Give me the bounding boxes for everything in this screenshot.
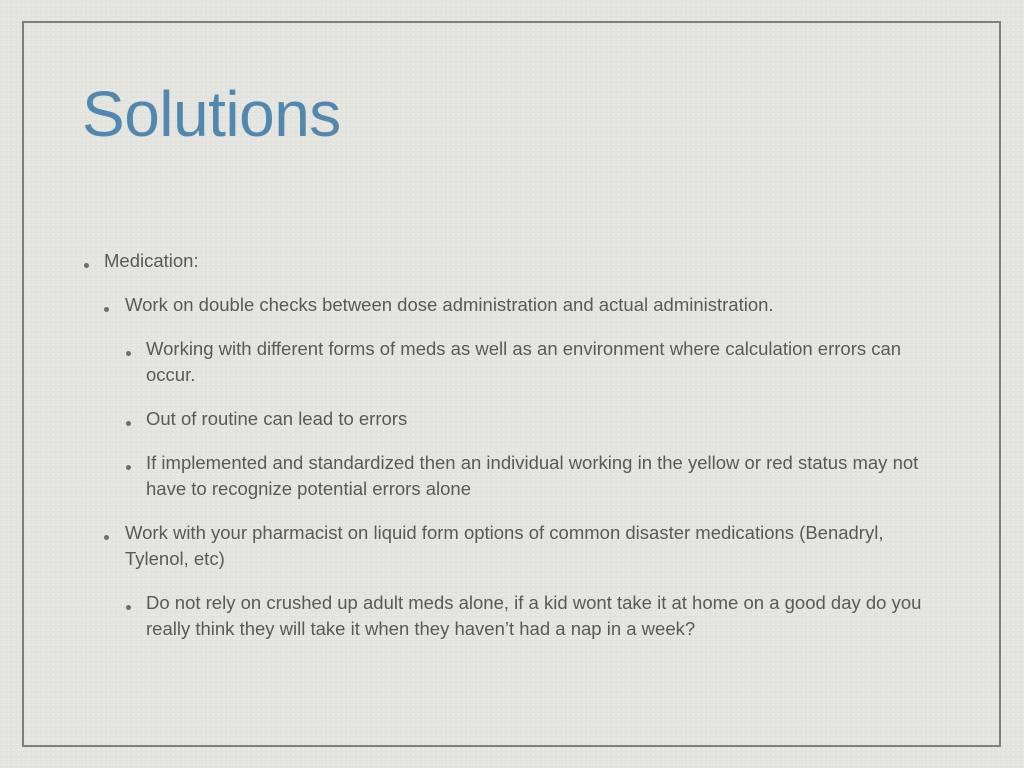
bullet-item	[125, 292, 925, 318]
bullet-item	[146, 336, 946, 388]
slide-title: Solutions	[82, 78, 341, 150]
bullet-text: Out of routine can lead to errors	[146, 408, 408, 429]
bullet-item	[146, 406, 946, 432]
bullet-dot-icon	[126, 465, 131, 470]
bullet-dot-icon	[126, 605, 131, 610]
bullet-item	[104, 248, 944, 274]
bullet-text: Work with your pharmacist on liquid form options of common disaster medications (Benadryl, Tylenol, etc)	[125, 522, 884, 569]
bullet-text: Working with different forms of meds as well as an environment where calculation errors can occur.	[146, 338, 902, 385]
bullet-dot-icon	[104, 307, 109, 312]
bullet-item	[146, 590, 946, 642]
bullet-item	[146, 450, 946, 502]
bullet-list	[0, 248, 1024, 642]
bullet-dot-icon	[84, 263, 89, 268]
bullet-text: Do not rely on crushed up adult meds alone, if a kid wont take it at home on a good day do you really think they will take it when they haven’t had a nap in a week?	[146, 592, 922, 639]
bullet-dot-icon	[126, 351, 131, 356]
bullet-item	[125, 520, 925, 572]
bullet-text: If implemented and standardized then an individual working in the yellow or red status may not have to recognize potential errors alone	[146, 452, 919, 499]
bullet-dot-icon	[104, 535, 109, 540]
bullet-dot-icon	[126, 421, 131, 426]
bullet-text: Medication:	[104, 250, 199, 271]
bullet-text: Work on double checks between dose administration and actual administration.	[125, 294, 774, 315]
